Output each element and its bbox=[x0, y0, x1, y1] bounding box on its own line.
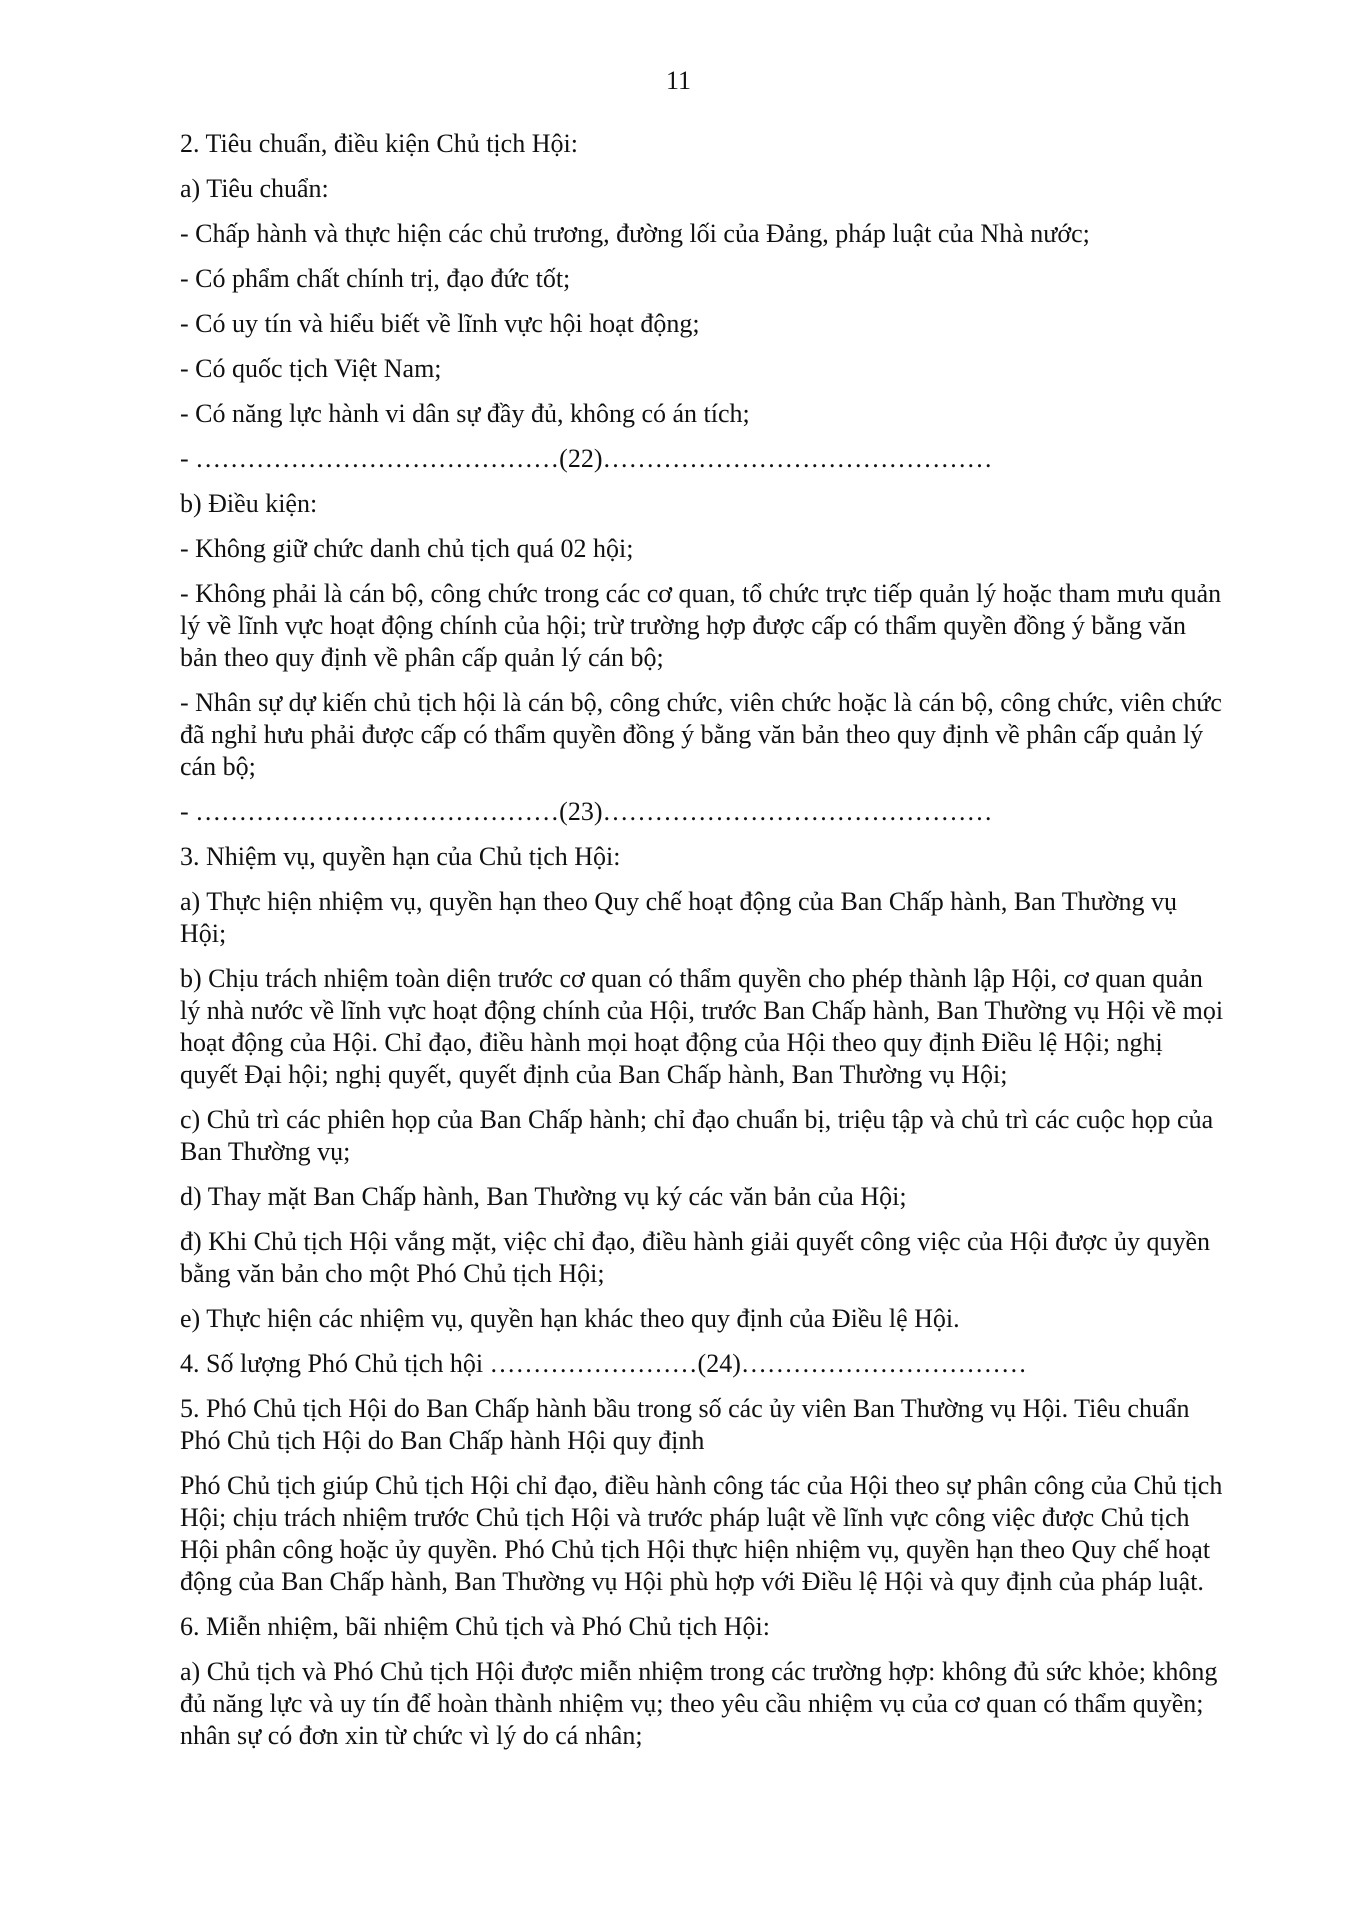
subsection-criteria: a) Tiêu chuẩn: bbox=[180, 174, 329, 203]
list-item: - Có quốc tịch Việt Nam; bbox=[180, 354, 442, 383]
list-item: - Không phải là cán bộ, công chức trong các cơ quan, tổ chức trực tiếp quản lý hoặc tham mưu quản lý về lĩnh vực hoạt động chính của hội; trừ trường hợp được cấp có thẩm quyền đồng ý bằng văn bản theo quy định về phân cấp quản lý cán bộ; bbox=[180, 579, 1222, 672]
list-item: - Có phẩm chất chính trị, đạo đức tốt; bbox=[180, 264, 571, 293]
document-body bbox=[180, 128, 1225, 1765]
list-item: - Có năng lực hành vi dân sự đầy đủ, không có án tích; bbox=[180, 399, 750, 428]
list-item: - Không giữ chức danh chủ tịch quá 02 hội; bbox=[180, 534, 634, 563]
section-heading-6: 6. Miễn nhiệm, bãi nhiệm Chủ tịch và Phó Chủ tịch Hội: bbox=[180, 1612, 771, 1641]
section-heading-4: 4. Số lượng Phó Chủ tịch hội ……………………(24)…………………………… bbox=[180, 1349, 1027, 1378]
section-heading-2: 2. Tiêu chuẩn, điều kiện Chủ tịch Hội: bbox=[180, 129, 578, 158]
page-number: 11 bbox=[665, 66, 692, 95]
list-item: - Nhân sự dự kiến chủ tịch hội là cán bộ, công chức, viên chức hoặc là cán bộ, công chức, viên chức đã nghỉ hưu phải được cấp có thẩm quyền đồng ý bằng văn bản theo quy định về phân cấp quản lý cán bộ; bbox=[180, 688, 1222, 781]
list-item: đ) Khi Chủ tịch Hội vắng mặt, việc chỉ đạo, điều hành giải quyết công việc của Hội được ủy quyền bằng văn bản cho một Phó Chủ tịch Hội; bbox=[180, 1227, 1211, 1288]
list-item: - Có uy tín và hiểu biết về lĩnh vực hội hoạt động; bbox=[180, 309, 700, 338]
section-heading-3: 3. Nhiệm vụ, quyền hạn của Chủ tịch Hội: bbox=[180, 842, 621, 871]
list-item: - Chấp hành và thực hiện các chủ trương, đường lối của Đảng, pháp luật của Nhà nước; bbox=[180, 219, 1090, 248]
list-item: b) Chịu trách nhiệm toàn diện trước cơ quan có thẩm quyền cho phép thành lập Hội, cơ quan quản lý nhà nước về lĩnh vực hoạt động chính của Hội, trước Ban Chấp hành, Ban Thường vụ Hội về mọi hoạt động của Hội. Chỉ đạo, điều hành mọi hoạt động của Hội theo quy định Điều lệ Hội; nghị quyết Đại hội; nghị quyết, quyết định của Ban Chấp hành, Ban Thường vụ Hội; bbox=[180, 964, 1224, 1089]
body-paragraph: Phó Chủ tịch giúp Chủ tịch Hội chỉ đạo, điều hành công tác của Hội theo sự phân công của Chủ tịch Hội; chịu trách nhiệm trước Chủ tịch Hội và trước pháp luật về lĩnh vực công việc được Chủ tịch Hội phân công hoặc ủy quyền. Phó Chủ tịch Hội thực hiện nhiệm vụ, quyền hạn theo Quy chế hoạt động của Ban Chấp hành, Ban Thường vụ Hội phù hợp với Điều lệ Hội và quy định của pháp luật. bbox=[180, 1471, 1223, 1596]
subsection-conditions: b) Điều kiện: bbox=[180, 489, 318, 518]
placeholder-line-22: - ……………………………………(22)……………………………………… bbox=[180, 444, 993, 473]
list-item: a) Chủ tịch và Phó Chủ tịch Hội được miễn nhiệm trong các trường hợp: không đủ sức khỏe; không đủ năng lực và uy tín để hoàn thành nhiệm vụ; theo yêu cầu nhiệm vụ của cơ quan có thẩm quyền; nhân sự có đơn xin từ chức vì lý do cá nhân; bbox=[180, 1657, 1218, 1750]
section-heading-5: 5. Phó Chủ tịch Hội do Ban Chấp hành bầu trong số các ủy viên Ban Thường vụ Hội. Tiêu chuẩn Phó Chủ tịch Hội do Ban Chấp hành Hội quy định bbox=[180, 1394, 1190, 1455]
list-item: a) Thực hiện nhiệm vụ, quyền hạn theo Quy chế hoạt động của Ban Chấp hành, Ban Thường vụ Hội; bbox=[180, 887, 1177, 948]
list-item: e) Thực hiện các nhiệm vụ, quyền hạn khác theo quy định của Điều lệ Hội. bbox=[180, 1304, 960, 1333]
list-item: c) Chủ trì các phiên họp của Ban Chấp hành; chỉ đạo chuẩn bị, triệu tập và chủ trì các cuộc họp của Ban Thường vụ; bbox=[180, 1105, 1214, 1166]
list-item: d) Thay mặt Ban Chấp hành, Ban Thường vụ ký các văn bản của Hội; bbox=[180, 1182, 907, 1211]
placeholder-line-23: - ……………………………………(23)……………………………………… bbox=[180, 797, 993, 826]
